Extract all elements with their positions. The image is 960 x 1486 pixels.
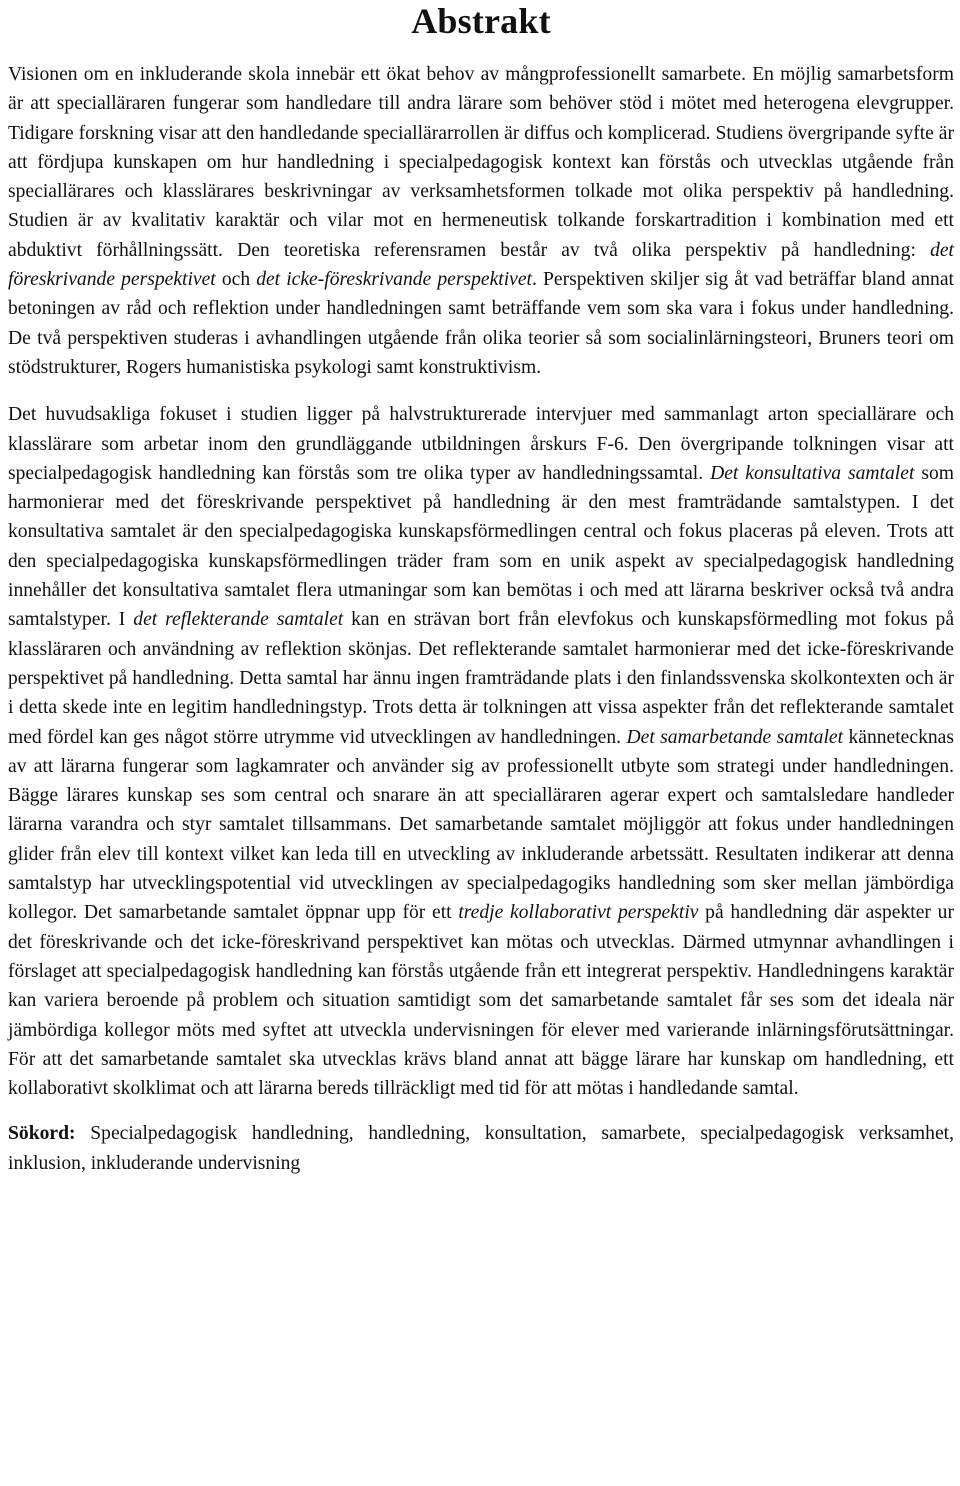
abstract-paragraph-1 [8,60,954,382]
text-segment: på handledning där aspekter ur det föreskrivande och det icke-föreskrivand perspektivet kan mötas och utvecklas. Därmed utmynnar avhandlingen i förslaget att specialpedagogisk handledning kan förstås utgående från ett integrerat perspektiv. Handledningens karaktär kan variera beroende på problem och situation samtidigt som det samarbetande samtalet får ses som det ideala när jämbördiga kollegor möts med syftet att utveckla undervisningen för elever med varierande inlärningsförutsättningar. För att det samarbetande samtalet ska utvecklas krävs bland annat att bägge lärare har kunskap om handledning, ett kollaborativt skolklimat och att lärarna bereds tillräckligt med tid för att mötas i handledande samtal. [8,902,954,1100]
emphasis-term: Det samarbetande samtalet [626,726,844,748]
text-segment: Det huvudsakliga fokuset i studien ligger på halvstrukturerade intervjuer med sammanlagt arton speciallärare och klasslärare som arbetar inom den grundläggande utbildningen årskurs F-6. Den övergripande tolkningen visar att specialpedagogisk handledning kan förstås som tre olika typer av handledningssamtal. [8,404,954,484]
text-segment: kan en strävan bort från elevfokus och kunskapsförmedling mot fokus på klassläraren och användning av reflektion skönjas. Det reflekterande samtalet harmonierar med det icke-föreskrivande perspektivet på handledning. Detta samtal har ännu ingen framträdande plats i den finlandssvenska skolkontexten och är i detta skede inte en legitim handledningstyp. Trots detta är tolkningen att vissa aspekter från det reflekterande samtalet med fördel kan ges något större utrymme vid utvecklingen av handledningen. [8,609,955,748]
text-segment: som harmonierar med det föreskrivande perspektivet på handledning är den mest framträdande samtalstypen. I det konsultativa samtalet är den specialpedagogiska kunskapsförmedlingen central och fokus placeras på eleven. Trots att den specialpedagogiska kunskapsförmedlingen träder fram som en unik aspekt av specialpedagogisk handledning innehåller det konsultativa samtalet flera utmaningar som kan bemötas i och med att lärarna beskriver också två andra samtalstyper. I [8,462,954,631]
page-title: Abstrakt [411,1,551,41]
emphasis-term: tredje kollaborativt perspektiv [458,902,699,924]
keywords-label: Sökord: [8,1123,76,1145]
emphasis-term: Det konsultativa samtalet [710,462,915,484]
text-segment: Visionen om en inkluderande skola innebär ett ökat behov av mångprofessionellt samarbete. En möjlig samarbetsform är att specialläraren fungerar som handledare till andra lärare som behöver stöd i mötet med heterogena elevgrupper. Tidigare forskning visar att den handledande speciallärarrollen är diffus och komplicerad. Studiens övergripande syfte är att fördjupa kunskapen om hur handledning i specialpedagogisk kontext kan förstås och utvecklas utgående från speciallärares och klasslärares beskrivningar av verksamhetsformen tolkade mot olika perspektiv på handledning. Studien är av kvalitativ karaktär och vilar mot en hermeneutisk tolkande forskartradition i kombination med ett abduktivt förhållningssätt. Den teoretiska referensramen består av två olika perspektiv på handledning: [8,64,954,261]
text-segment: kännetecknas av att lärarna fungerar som lagkamrater och använder sig av professionellt utbyte som strategi under handledningen. Bägge lärares kunskap ses som central och snarare än att specialläraren agerar expert och samtalsledare handleder lärarna varandra och styr samtalet tillsammans. Det samarbetande samtalet möjliggör att fokus under handledningen glider från elev till kontext vilket kan leda till en utveckling av inkluderande arbetssätt. Resultaten indikerar att denna samtalstyp har utvecklingspotential vid utvecklingen av specialpedagogiks handledning som sker mellan jämbördiga kollegor. Det samarbetande samtalet öppnar upp för ett [8,726,954,924]
emphasis-term: det föreskrivande perspektivet [8,239,954,291]
emphasis-term: det reflekterande samtalet [133,609,344,631]
abstract-page [8,0,954,1198]
emphasis-term: det icke-föreskrivande perspektivet [256,269,532,291]
abstract-paragraph-2 [8,400,954,1103]
keywords-text: Specialpedagogisk handledning, handledning, konsultation, samarbete, specialpedagogisk verksamhet, inklusion, inkluderande undervisning [8,1123,954,1174]
keywords-line [8,1119,954,1178]
text-segment: . Perspektiven skiljer sig åt vad beträffar bland annat betoningen av råd och reflektion under handledningen samt beträffande vem som ska vara i fokus under handledning. De två perspektiven studeras i avhandlingen utgående från olika teorier så som socialinlärningsteori, Bruners teori om stödstrukturer, Rogers humanistiska psykologi samt konstruktivism. [8,269,954,378]
text-segment: och [215,269,257,291]
